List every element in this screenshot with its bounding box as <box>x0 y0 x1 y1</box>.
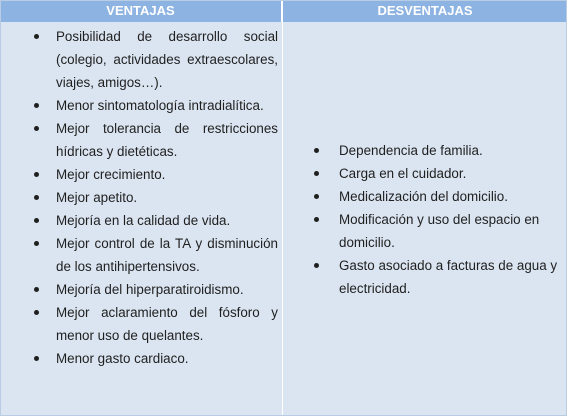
list-item <box>0 301 282 347</box>
list-item-text: Menor sintomatología intradialítica. <box>56 98 264 113</box>
bullet-icon <box>314 194 319 199</box>
column-divider <box>282 0 283 416</box>
bullet-icon <box>34 241 39 246</box>
list-item <box>0 278 282 301</box>
list-item-text: Medicalización del domicilio. <box>339 189 508 204</box>
list-item-text: Mejoría en la calidad de vida. <box>56 213 231 228</box>
list-item-text: Gasto asociado a facturas de agua y electricidad. <box>339 258 558 296</box>
ventajas-cell <box>0 22 282 416</box>
bullet-icon <box>34 356 39 361</box>
list-item <box>0 209 282 232</box>
bullet-icon <box>34 310 39 315</box>
bullet-icon <box>34 287 39 292</box>
header-desventajas: DESVENTAJAS <box>283 0 567 22</box>
list-item <box>0 163 282 186</box>
table-header-row <box>0 0 567 22</box>
list-item-text: Mejor crecimiento. <box>56 167 166 182</box>
bullet-icon <box>314 217 319 222</box>
desventajas-cell <box>283 22 567 416</box>
bullet-icon <box>34 126 39 131</box>
bullet-icon <box>34 195 39 200</box>
list-item <box>283 185 567 208</box>
bullet-icon <box>34 172 39 177</box>
list-item-text: Modificación y uso del espacio en domicilio. <box>339 212 540 250</box>
ventajas-list <box>0 25 282 370</box>
list-item <box>283 254 567 300</box>
list-item <box>283 162 567 185</box>
bullet-icon <box>314 148 319 153</box>
list-item <box>283 139 567 162</box>
list-item-text: Mejor apetito. <box>56 190 138 205</box>
list-item <box>0 117 282 163</box>
bullet-icon <box>34 103 39 108</box>
bullet-icon <box>34 218 39 223</box>
list-item <box>0 25 282 94</box>
bullet-icon <box>314 171 319 176</box>
list-item-text: Carga en el cuidador. <box>339 166 467 181</box>
bullet-icon <box>34 34 39 39</box>
list-item-text: Mejoría del hiperparatiroidismo. <box>56 282 244 297</box>
list-item <box>283 208 567 254</box>
list-item <box>0 232 282 278</box>
list-item-text: Posibilidad de desarrollo social (colegio, actividades extraescolares, viajes, amigos…). <box>56 29 278 90</box>
list-item <box>0 94 282 117</box>
list-item-text: Mejor tolerancia de restricciones hídricas y dietéticas. <box>56 121 278 159</box>
list-item <box>0 186 282 209</box>
list-item-text: Mejor control de la TA y disminución de los antihipertensivos. <box>56 236 278 274</box>
list-item-text: Menor gasto cardiaco. <box>56 351 189 366</box>
list-item-text: Mejor aclaramiento del fósforo y menor uso de quelantes. <box>56 305 278 343</box>
desventajas-list <box>283 139 567 300</box>
bullet-icon <box>314 263 319 268</box>
list-item <box>0 347 282 370</box>
list-item-text: Dependencia de familia. <box>339 143 483 158</box>
header-ventajas: VENTAJAS <box>0 0 282 22</box>
